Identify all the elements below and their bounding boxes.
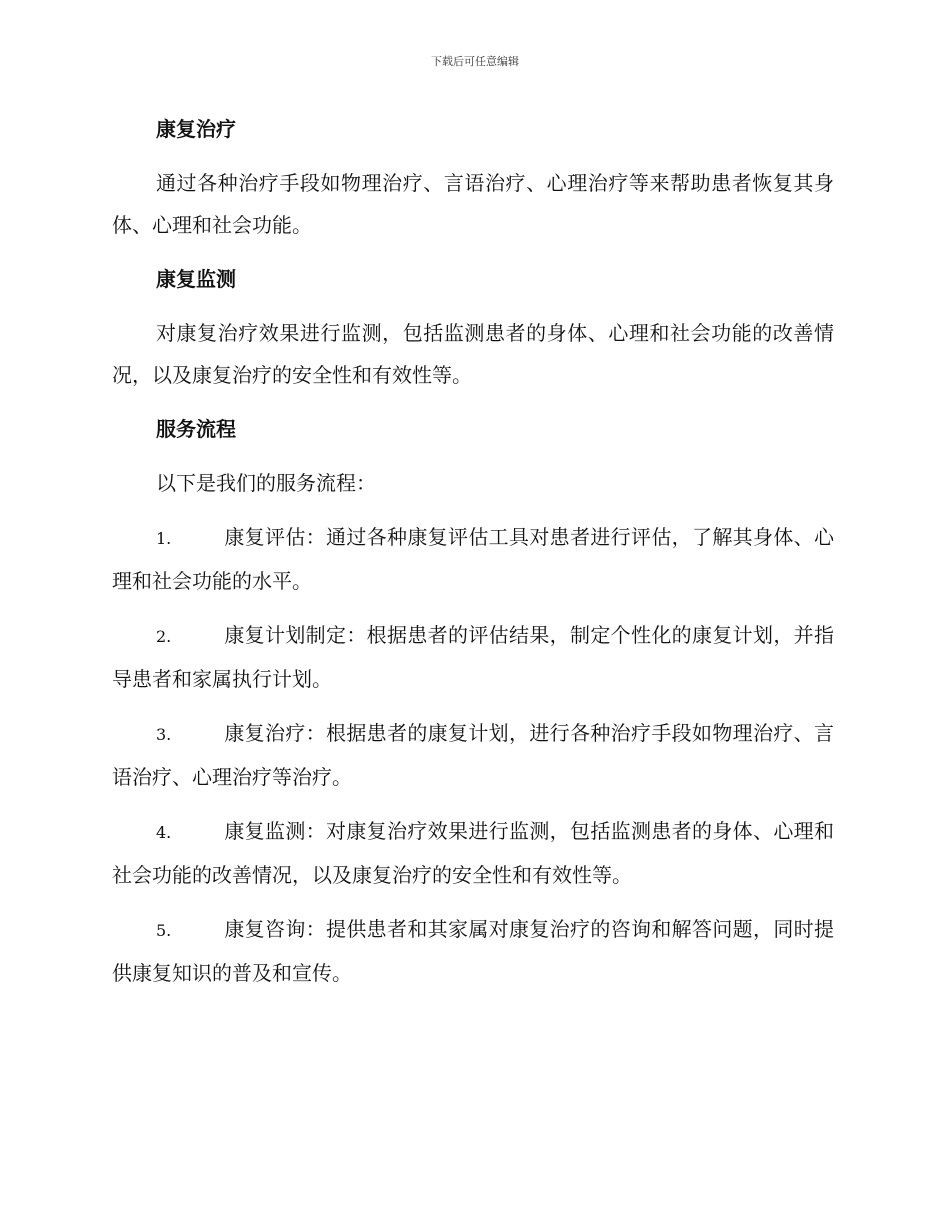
step-number: 1. [156,529,172,548]
step-number: 3. [156,725,172,744]
section-heading: 康复治疗 [156,117,236,141]
process-step [112,908,834,994]
process-step [112,516,834,602]
section-paragraph: 以下是我们的服务流程： [156,471,376,495]
section-paragraph: 对康复治疗效果进行监测，包括监测患者的身体、心理和社会功能的改善情况，以及康复治疗的安全性和有效性等。 [112,321,834,387]
process-step [112,712,834,798]
section-rehab-monitoring [112,258,834,408]
step-text: 康复监测：对康复治疗效果进行监测，包括监测患者的身体、心理和社会功能的改善情况，以及康复治疗的安全性和有效性等。 [112,819,834,887]
step-number: 4. [156,823,172,842]
step-text: 康复治疗：根据患者的康复计划，进行各种治疗手段如物理治疗、言语治疗、心理治疗等治疗。 [112,721,834,789]
step-number: 2. [156,627,172,646]
section-heading: 康复监测 [156,267,236,291]
process-step [112,614,834,700]
step-text: 康复评估：通过各种康复评估工具对患者进行评估，了解其身体、心理和社会功能的水平。 [112,525,834,593]
page-header: 下载后可任意编辑 [431,55,519,68]
step-text: 康复计划制定：根据患者的评估结果，制定个性化的康复计划，并指导患者和家属执行计划。 [112,623,834,691]
section-service-process [112,408,834,516]
process-step-list [112,516,834,994]
process-step [112,810,834,896]
document-body [112,108,834,994]
section-heading: 服务流程 [156,417,236,441]
step-number: 5. [156,921,172,940]
section-rehab-treatment [112,108,834,258]
section-paragraph: 通过各种治疗手段如物理治疗、言语治疗、心理治疗等来帮助患者恢复其身体、心理和社会功能。 [112,171,834,237]
step-text: 康复咨询：提供患者和其家属对康复治疗的咨询和解答问题，同时提供康复知识的普及和宣传。 [112,917,834,985]
